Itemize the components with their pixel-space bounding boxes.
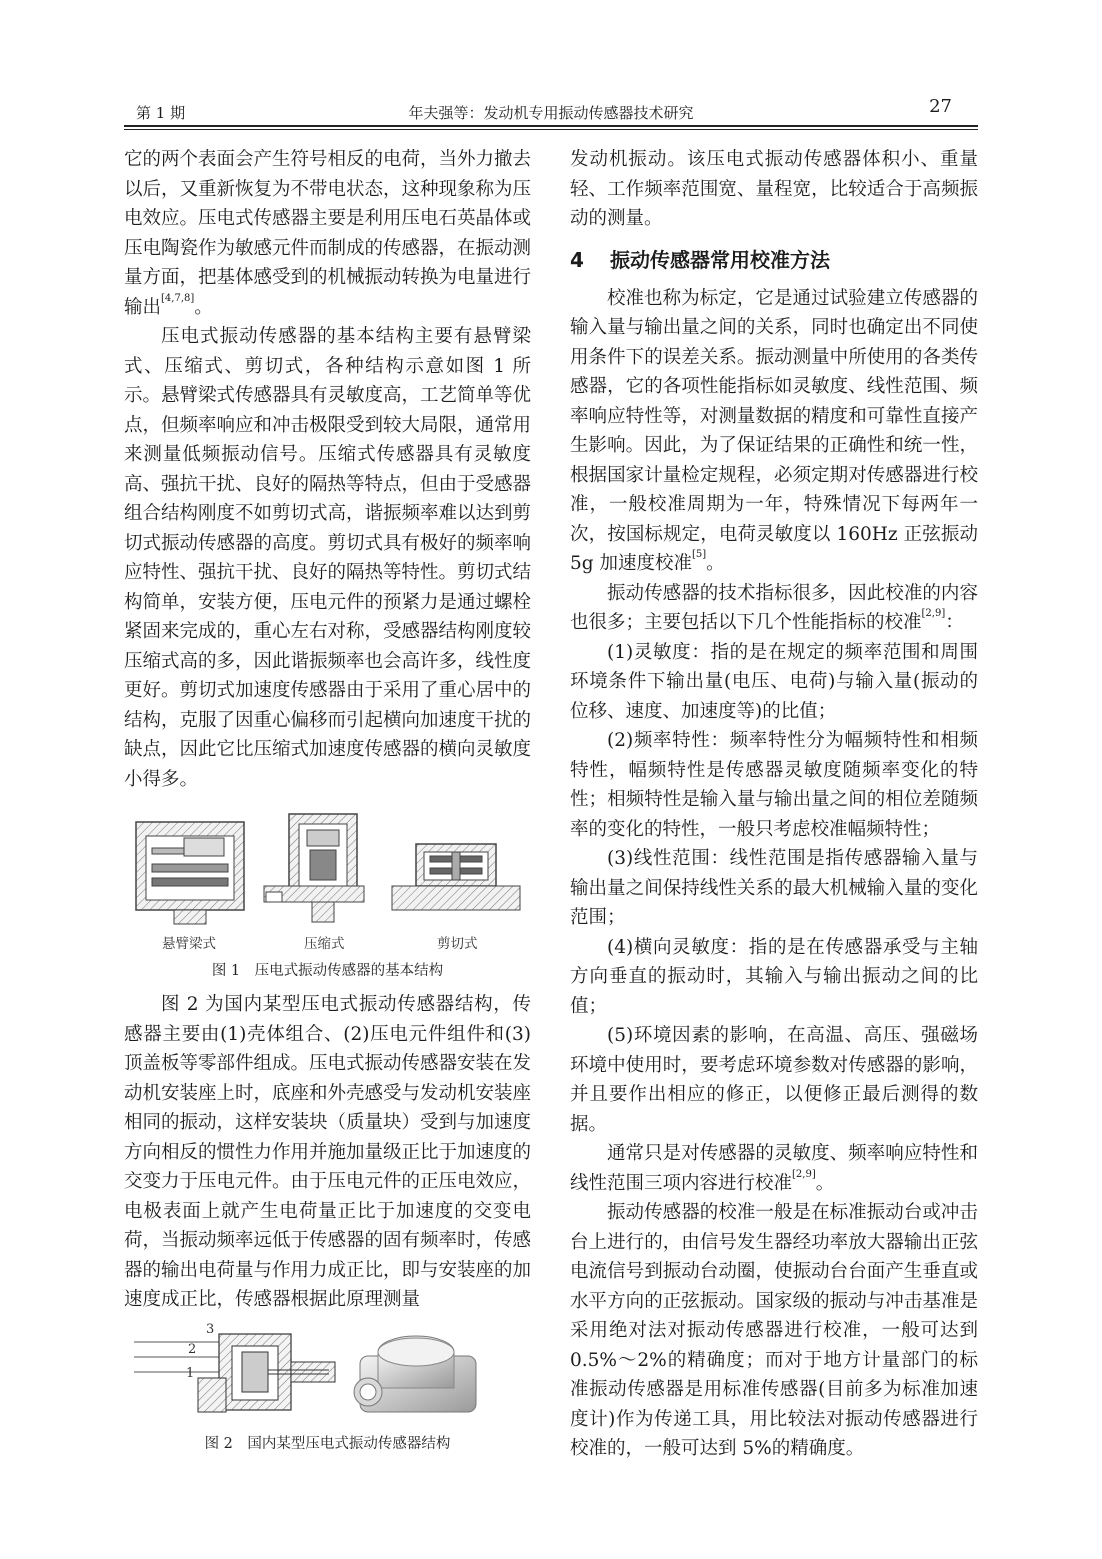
list-item: (4)横向灵敏度：指的是在传感器承受与主轴方向垂直的振动时，其输入与输出振动之间的比值； [570, 936, 978, 1017]
paragraph-text: ： [945, 612, 964, 633]
subfigure-label-shear: 剪切式 [437, 936, 478, 952]
section-number: 4 [570, 247, 584, 272]
citation: [4,7,8] [161, 292, 195, 304]
left-column-lower [124, 990, 531, 1315]
sensor-3d-render [354, 1336, 476, 1412]
header-rule-thick [124, 125, 978, 127]
section-title: 振动传感器常用校准方法 [610, 247, 830, 272]
list-item: (2)频率特性：频率特性分为幅频特性和相频特性，幅频特性是传感器灵敏度随频率变化的特性；相频特性是输入量与输出量之间的相位差随频率的变化的特性，一般只考虑校准幅频特性； [570, 730, 978, 840]
paragraph [570, 1139, 978, 1198]
figure-1 [124, 808, 531, 983]
citation: [5] [692, 549, 707, 560]
sensor-cross-section [134, 1334, 335, 1412]
paragraph: 发动机振动。该压电式振动传感器体积小、重量轻、工作频率范围宽、量程宽，比较适合于高频振动的测量。 [570, 149, 978, 229]
paragraph-text: 校准也称为标定，它是通过试验建立传感器的输入量与输出量之间的关系，同时也确定出不同使用条件下的误差关系。振动测量中所使用的各类传感器，它的各项性能指标如灵敏度、线性范围、频率响应特性等，对测量数据的精度和可靠性直接产生影响。因此，为了保证结果的正确性和统一性，根据国家计量检定规程，必须定期对传感器进行校准，一般校准周期为一年，特殊情况下每两年一次，按国标规定，电荷灵敏度以 160Hz 正弦振动 5g 加速度校准 [570, 287, 978, 574]
paragraph [570, 284, 978, 579]
paragraph: 压电式振动传感器的基本结构主要有悬臂梁式、压缩式、剪切式，各种结构示意如图 1 所示。悬臂梁式传感器具有灵敏度高，工艺简单等优点，但频率响应和冲击极限受到较大局限，通常用来测量低频振动信号。压缩式传感器具有灵敏度高、强抗干扰、良好的隔热等特点，但由于受感器组合结构刚度不如剪切式高，谐振频率难以达到剪切式振动传感器的高度。剪切式具有极好的频率响应特性、强抗干扰、良好的隔热等特性。剪切式结构简单，安装方便，压电元件的预紧力是通过螺栓紧固来完成的，重心左右对称，受感器结构刚度较压缩式高的多，因此谐振频率也会高许多，线性度更好。剪切式加速度传感器由于采用了重心居中的结构，克服了因重心偏移而引起横向加速度干扰的缺点，因此它比压缩式加速度传感器的横向灵敏度小得多。 [124, 326, 532, 790]
paragraph-text: 通常只是对传感器的灵敏度、频率响应特性和线性范围三项内容进行校准 [570, 1143, 978, 1194]
right-column [570, 145, 978, 1464]
list-item: (5)环境因素的影响，在高温、高压、强磁场环境中使用时，要考虑环境参数对传感器的影响，并且要作出相应的修正，以便修正最后测得的数据。 [570, 1025, 978, 1135]
citation: [2,9] [921, 608, 946, 619]
citation: [2,9] [792, 1168, 816, 1180]
page-number: 27 [929, 96, 952, 117]
paragraph-text: 。 [194, 296, 213, 318]
issue-label: 第 1 期 [136, 104, 186, 122]
paragraph [570, 579, 978, 638]
list-item: (1)灵敏度：指的是在规定的频率范围和周围环境条件下输出量(电压、电荷)与输入量(振动的位移、速度、加速度等)的比值； [570, 641, 978, 722]
section-heading [570, 244, 978, 276]
part-label-3: 3 [206, 1322, 215, 1337]
header-rule-thin [124, 129, 978, 130]
figure-2 [124, 1322, 531, 1457]
part-label-1: 1 [186, 1366, 195, 1381]
figure-1-drawing [124, 808, 531, 983]
paragraph-text: 。 [815, 1172, 835, 1194]
compression-sensor-illustration [264, 814, 364, 922]
left-column [124, 145, 531, 794]
paragraph: 图 2 为国内某型压电式振动传感器结构，传感器主要由(1)壳体组合、(2)压电元件组件和(3)顶盖板等零部件组成。压电式振动传感器安装在发动机安装座上时，底座和外壳感受与发动机安装座相同的振动，这样安装块（质量块）受到与加速度方向相反的惯性力作用并施加量级正比于加速度的交变力于压电元件。由于压电元件的正压电效应，电极表面上就产生电荷量正比于加速度的交变电荷，当振动频率远低于传感器的固有频率时，传感器的输出电荷量与作用力成正比，即与安装座的加速度成正比，传感器根据此原理测量 [124, 994, 532, 1310]
subfigure-label-cantilever: 悬臂梁式 [162, 936, 216, 952]
paragraph-text: 。 [706, 553, 725, 574]
paragraph [124, 145, 531, 322]
part-label-2: 2 [188, 1342, 197, 1357]
shear-sensor-illustration [392, 844, 520, 910]
figure-1-caption: 图 1 压电式振动传感器的基本结构 [211, 963, 444, 979]
list-item: (3)线性范围：线性范围是指传感器输入量与输出量之间保持线性关系的最大机械输入量的变化范围； [570, 848, 978, 928]
cantilever-sensor-illustration [136, 822, 244, 924]
figure-2-caption: 图 2 国内某型压电式振动传感器结构 [204, 1436, 451, 1452]
paragraph-text: 振动传感器的技术指标很多，因此校准的内容也很多；主要包括以下几个性能指标的校准 [570, 582, 978, 633]
paragraph: 振动传感器的校准一般是在标准振动台或冲击台上进行的，由信号发生器经功率放大器输出正弦电流信号到振动台动圈，使振动台台面产生垂直或水平方向的正弦振动。国家级的振动与冲击基准是采用绝对法对振动传感器进行校准，一般可达到 0.5%～2%的精确度；而对于地方计量部门的标准振动传感器是用标准传感器(目前多为标准加速度计)作为传递工具，用比较法对振动传感器进行校准的，一般可达到 5%的精确度。 [570, 1202, 978, 1459]
running-title: 年夫强等：发动机专用振动传感器技术研究 [408, 104, 694, 122]
paragraph-text: 它的两个表面会产生符号相反的电荷，当外力撤去以后，又重新恢复为不带电状态，这种现象称为压电效应。压电式传感器主要是利用压电石英晶体或压电陶瓷作为敏感元件而制成的传感器，在振动测量方面，把基体感受到的机械振动转换为电量进行输出 [124, 149, 532, 318]
subfigure-label-compression: 压缩式 [304, 936, 345, 952]
running-header [124, 96, 978, 126]
